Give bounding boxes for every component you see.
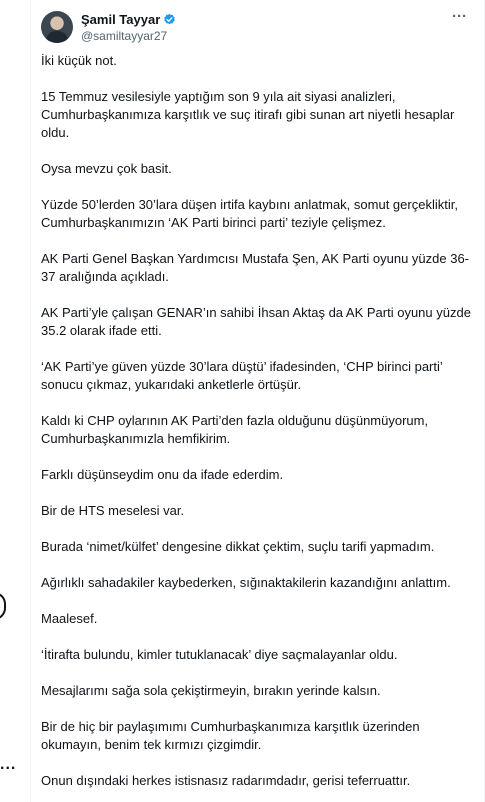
tweet-paragraph: Maalesef.: [41, 611, 98, 626]
tweet-text: [41, 52, 471, 802]
display-name[interactable]: Şamil Tayyar: [81, 11, 161, 27]
tweet-header: [41, 8, 471, 48]
tweet-paragraph: Burada ‘nimet/külfet’ dengesine dikkat çektim, suçlu tarifi yapmadım.: [41, 539, 435, 554]
tweet-paragraph: AK Parti Genel Başkan Yardımcısı Mustafa Şen, AK Parti oyunu yüzde 36-37 aralığında açıkladı.: [41, 251, 470, 284]
tweet-paragraph: Onun dışındaki herkes istisnasız radarımdadır, gerisi teferruattır.: [41, 773, 411, 788]
author-handle[interactable]: @samiltayyar27: [81, 29, 168, 43]
column-divider: [30, 0, 31, 802]
tweet-paragraph: İki küçük not.: [41, 53, 117, 68]
more-horizontal-icon[interactable]: ···: [452, 8, 467, 25]
tweet-paragraph: ‘AK Parti’ye güven yüzde 30’lara düştü’ ifadesinden, ‘CHP birinci parti’ sonucu çıkmaz, yukarıdaki anketlerle örtüşür.: [41, 359, 443, 392]
tweet-paragraph: Bir de HTS meselesi var.: [41, 503, 185, 518]
author-names: [81, 11, 176, 43]
tweet-paragraph: Kaldı ki CHP oylarının AK Parti’den fazla olduğunu düşünmüyorum, Cumhurbaşkanımızla hemfikirim.: [41, 413, 429, 446]
tweet-paragraph: ‘İtirafta bulundu, kimler tutuklanacak’ diye saçmalayanlar oldu.: [41, 647, 398, 662]
avatar[interactable]: [41, 11, 73, 43]
display-name-row: [81, 11, 176, 27]
verified-badge-icon: [163, 13, 176, 26]
sidebar-more-icon[interactable]: ...: [0, 756, 17, 773]
tweet-paragraph: Bir de hiç bir paylaşımımı Cumhurbaşkanımıza karşıtlık üzerinden okumayın, benim tek kırmızı çizgimdir.: [41, 719, 420, 752]
tweet-paragraph: Yüzde 50’lerden 30’lara düşen irtifa kaybını anlatmak, somut gerçekliktir, Cumhurbaşkanımızın ‘AK Parti birinci parti’ teziyle çelişmez.: [41, 197, 458, 230]
tweet-paragraph: Mesajlarımı sağa sola çekiştirmeyin, bırakın yerinde kalsın.: [41, 683, 381, 698]
tweet: [41, 8, 471, 788]
tweet-paragraph: AK Parti’yle çalışan GENAR’ın sahibi İhsan Aktaş da AK Parti oyunu yüzde 35.2 olarak ifade etti.: [41, 305, 471, 338]
tweet-paragraph: Ağırlıklı sahadakiler kaybederken, sığınaktakilerin kazandığını anlattım.: [41, 575, 451, 590]
tweet-paragraph: Farklı düşünseydim onu da ifade ederdim.: [41, 467, 284, 482]
tweet-paragraph: 15 Temmuz vesilesiyle yaptığım son 9 yıla ait siyasi analizleri, Cumhurbaşkanımıza karşıtlık ve suç itirafı gibi sunan art niyetli hesaplar oldu.: [41, 89, 455, 140]
tweet-paragraph: Oysa mevzu çok basit.: [41, 161, 172, 176]
sidebar-clipped-icon[interactable]: [0, 592, 6, 620]
